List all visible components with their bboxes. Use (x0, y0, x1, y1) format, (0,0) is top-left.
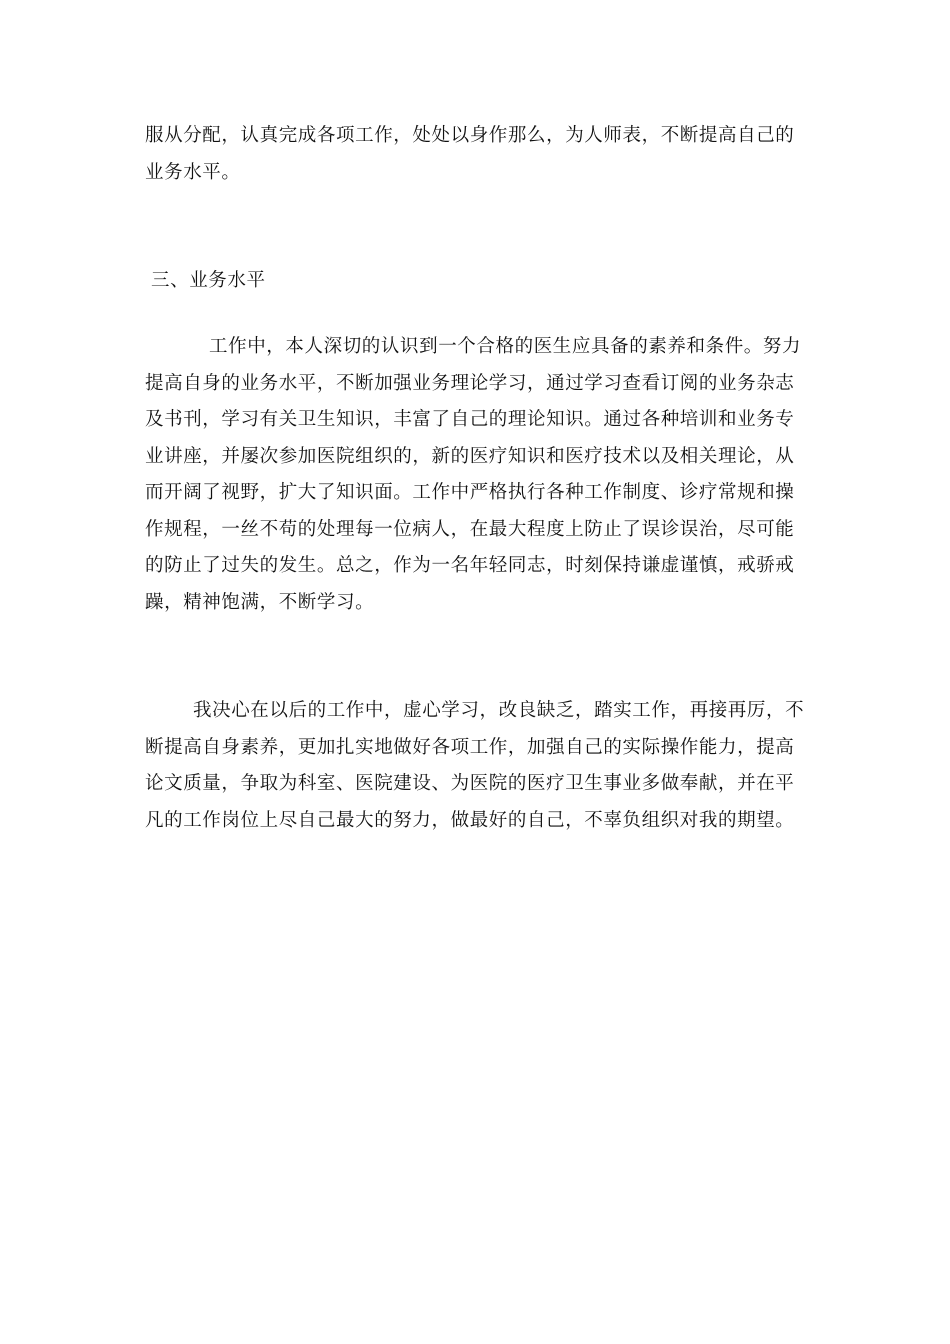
paragraph-professional-level (145, 329, 810, 621)
heading-text: 三、业务水平 (151, 270, 266, 291)
text-line: 业务水平。 (145, 161, 241, 183)
text-line: 的防止了过失的发生。总之，作为一名年轻同志，时刻保持谦虚谨慎，戒骄戒 (145, 555, 795, 576)
text-line: 作规程，一丝不苟的处理每一位病人，在最大程度上防止了误诊误治，尽可能 (145, 518, 795, 540)
paragraph-service-attitude (145, 118, 810, 191)
text-line: 服从分配，认真完成各项工作，处处以身作那么，为人师表，不断提高自己的 (145, 125, 795, 146)
text-line: 躁，精神饱满，不断学习。 (145, 591, 375, 613)
paragraph-resolution (145, 693, 810, 839)
text-line: 及书刊，学习有关卫生知识，丰富了自己的理论知识。通过各种培训和业务专 (145, 409, 795, 430)
text-line: 我决心在以后的工作中，虚心学习，改良缺乏，踏实工作，再接再厉，不 (193, 700, 805, 721)
section-heading (151, 263, 816, 300)
text-line: 业讲座，并屡次参加医院组织的，新的医疗知识和医疗技术以及相关理论，从 (145, 445, 795, 467)
text-line: 凡的工作岗位上尽自己最大的努力，做最好的自己，不辜负组织对我的期望。 (145, 809, 795, 831)
text-line: 提高自身的业务水平，不断加强业务理论学习，通过学习查看订阅的业务杂志 (145, 372, 795, 394)
text-line: 工作中，本人深切的认识到一个合格的医生应具备的素养和条件。努力 (209, 336, 802, 357)
text-line: 断提高自身素养，更加扎实地做好各项工作，加强自己的实际操作能力，提高 (145, 736, 795, 758)
text-line: 论文质量，争取为科室、医院建设、为医院的医疗卫生事业多做奉献，并在平 (145, 773, 795, 794)
text-line: 而开阔了视野，扩大了知识面。工作中严格执行各种工作制度、诊疗常规和操 (145, 482, 795, 503)
